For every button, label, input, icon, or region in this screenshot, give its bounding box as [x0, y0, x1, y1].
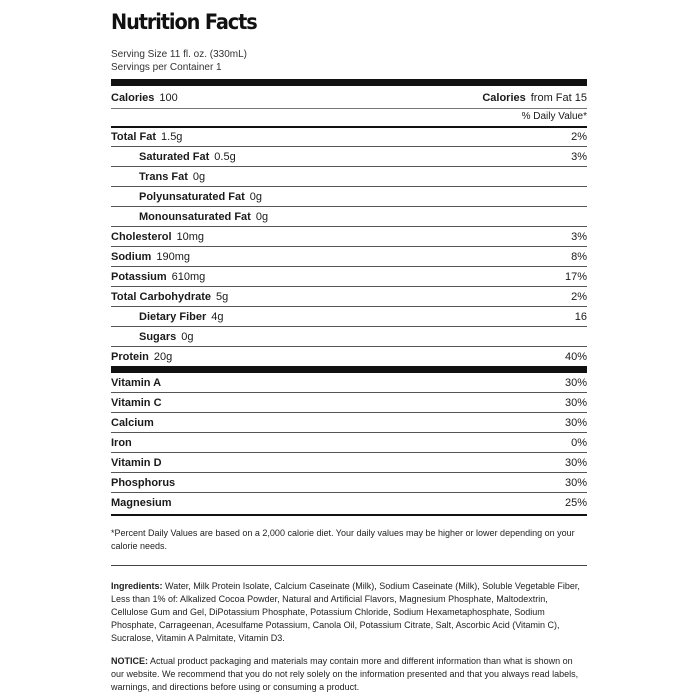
nutrient-row-monounsaturated-fat [111, 207, 587, 227]
nutrient-row-potassium [111, 267, 587, 287]
calories-row [111, 88, 587, 108]
footnote-divider [111, 514, 587, 516]
nutrient-name: Total Fat [111, 131, 157, 143]
vitamin-name: Calcium [111, 417, 154, 429]
vitamin-name: Vitamin A [111, 377, 162, 389]
vitamin-name: Phosphorus [111, 477, 176, 489]
vitamin-name: Iron [111, 437, 132, 449]
nutrient-daily-value: 3% [571, 151, 587, 163]
nutrient-name: Cholesterol [111, 231, 172, 243]
nutrient-daily-value: 16 [574, 311, 587, 323]
nutrient-name: Total Carbohydrate [111, 291, 212, 303]
nutrient-amount: 0g [181, 331, 194, 343]
nutrient-row-total-carbohydrate [111, 287, 587, 307]
daily-value-header: % Daily Value* [521, 111, 587, 122]
nutrient-amount: 5g [216, 291, 229, 303]
nutrient-amount: 4g [211, 311, 224, 323]
vitamin-daily-value: 30% [564, 377, 587, 389]
nutrient-name: Dietary Fiber [139, 311, 207, 323]
thick-divider-vitamins [111, 366, 587, 373]
vitamin-row-phosphorus [111, 473, 587, 493]
vitamin-daily-value: 30% [564, 397, 587, 409]
nutrient-row-polyunsaturated-fat [111, 187, 587, 207]
nutrient-name: Sodium [111, 251, 152, 263]
vitamin-row-magnesium [111, 493, 587, 513]
ingredients-block [111, 580, 587, 645]
nutrient-row-saturated-fat [111, 147, 587, 167]
vitamin-row-vitamin-a [111, 373, 587, 393]
nutrient-amount: 1.5g [161, 131, 183, 143]
nutrient-daily-value: 3% [571, 231, 587, 243]
vitamin-name: Vitamin D [111, 457, 162, 469]
daily-value-footnote: *Percent Daily Values are based on a 2,000 calorie diet. Your daily values may be higher or lower depending on your calorie needs. [111, 528, 575, 551]
vitamin-daily-value: 25% [564, 497, 587, 509]
vitamin-name: Vitamin C [111, 397, 162, 409]
nutrient-name: Sugars [139, 331, 177, 343]
vitamin-name: Magnesium [111, 497, 172, 509]
nutrient-amount: 0.5g [214, 151, 236, 163]
nutrient-row-cholesterol [111, 227, 587, 247]
nutrient-daily-value: 8% [571, 251, 587, 263]
vitamin-row-vitamin-c [111, 393, 587, 413]
servings-per-container: Servings per Container 1 [111, 62, 222, 73]
vitamin-row-vitamin-d [111, 453, 587, 473]
nutrition-facts-label [111, 0, 587, 700]
calories-value: 100 [159, 92, 178, 104]
nutrient-daily-value: 2% [571, 291, 587, 303]
nutrient-row-sodium [111, 247, 587, 267]
nutrient-name: Trans Fat [139, 171, 188, 183]
vitamin-row-calcium [111, 413, 587, 433]
nutrient-amount: 0g [192, 171, 206, 183]
nutrient-name: Protein [111, 351, 149, 363]
nutrient-name: Saturated Fat [139, 151, 210, 163]
nutrient-amount: 10mg [176, 231, 205, 243]
calories-from-fat-value: from Fat 15 [530, 92, 587, 104]
nutrient-amount: 0g [255, 211, 269, 223]
nutrient-amount: 610mg [171, 271, 206, 283]
calories-label: Calories [111, 92, 155, 104]
vitamin-daily-value: 30% [564, 457, 587, 469]
ingredients-divider [111, 565, 587, 566]
notice-label: NOTICE: [111, 656, 148, 666]
nutrient-daily-value: 17% [564, 271, 587, 283]
nutrient-name: Monounsaturated Fat [139, 211, 251, 223]
nutrient-row-dietary-fiber [111, 307, 587, 327]
vitamin-daily-value: 30% [564, 477, 587, 489]
ingredients-label: Ingredients: [111, 581, 163, 591]
nutrient-row-trans-fat [111, 167, 587, 187]
vitamin-row-iron [111, 433, 587, 453]
nutrient-row-protein [111, 347, 587, 367]
nutrient-amount: 190mg [156, 251, 190, 263]
thick-divider-top [111, 79, 587, 86]
ingredients-text: Water, Milk Protein Isolate, Calcium Caseinate (Milk), Sodium Caseinate (Milk), Soluble Vegetable Fiber, Less than 1% of: Alkalized Cocoa Powder, Natural and Artificial Flavors, Magnesium Phosphate, Maltodextrin, Cellulose Gum and Gel, DiPotassium Phosphate, Potassium Chloride, Sodium Hexametaphosphate, Sodium Phosphate, Carrageenan, Acesulfame Potassium, Canola Oil, Potassium Citrate, Salt, Ascorbic Acid (Vitamin C), Sucralose, Vitamin A Palmitate, Vitamin D3. [111, 581, 580, 643]
nutrient-row-total-fat [111, 127, 587, 147]
nutrient-name: Polyunsaturated Fat [139, 191, 245, 203]
nutrient-daily-value: 2% [571, 131, 587, 143]
notice-block [111, 655, 587, 694]
serving-size: Serving Size 11 fl. oz. (330mL) [111, 49, 247, 60]
vitamin-daily-value: 30% [564, 417, 587, 429]
nutrient-name: Potassium [111, 271, 167, 283]
label-title: Nutrition Facts [111, 10, 257, 34]
nutrient-amount: 20g [153, 351, 173, 363]
calories-divider [111, 108, 587, 109]
nutrient-row-sugars [111, 327, 587, 347]
notice-text: Actual product packaging and materials may contain more and different information than what is shown on our website. We recommend that you do not rely solely on the information presented and that you always read labels, warnings, and directions before using or consuming a product. [111, 656, 579, 692]
calories-from-fat-label: Calories [482, 92, 526, 104]
nutrient-daily-value: 40% [564, 351, 587, 363]
vitamin-daily-value: 0% [571, 437, 587, 449]
nutrient-amount: 0g [249, 191, 262, 203]
